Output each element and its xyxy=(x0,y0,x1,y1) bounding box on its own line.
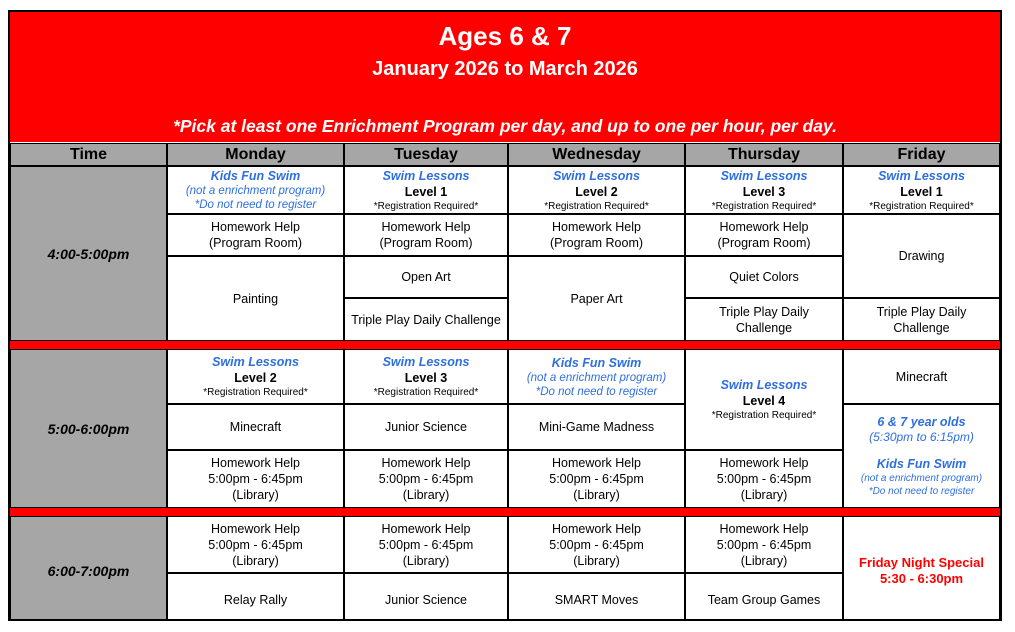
swim-level: Level 1 xyxy=(404,184,448,199)
homework-help-label: Homework Help xyxy=(211,521,300,536)
tue-4pm-homework-help xyxy=(344,214,508,256)
wed-5pm-kids-fun-swim xyxy=(508,349,685,404)
wed-4pm-paper-art: Paper Art xyxy=(508,256,685,341)
six-seven-title: 6 & 7 year olds xyxy=(877,415,966,429)
time-slot-5pm: 5:00-6:00pm xyxy=(10,349,167,508)
location-label: (Library) xyxy=(402,553,450,568)
kids-fun-swim-label: Kids Fun Swim xyxy=(876,457,967,471)
fri-6pm-friday-night-special xyxy=(843,516,1000,621)
kids-fun-swim-label: Kids Fun Swim xyxy=(210,169,301,183)
triple-play-line2: Challenge xyxy=(893,320,950,335)
location-label: (Library) xyxy=(232,553,279,568)
thu-5pm-homework-help xyxy=(685,450,843,508)
location-label: (Library) xyxy=(573,488,620,502)
swim-lessons-label: Swim Lessons xyxy=(553,168,640,183)
triple-play-line1: Triple Play Daily xyxy=(876,304,967,319)
wed-4pm-swim-lessons xyxy=(508,166,685,214)
location-label: (Program Room) xyxy=(208,236,303,250)
thu-4pm-swim-lessons xyxy=(685,166,843,214)
schedule-table xyxy=(8,10,1002,621)
swim-level: Level 1 xyxy=(900,184,943,199)
swim-lessons-label: Swim Lessons xyxy=(720,168,808,183)
hw-time-label: 5:00pm - 6:45pm xyxy=(378,537,474,552)
homework-help-label: Homework Help xyxy=(381,220,471,234)
thu-6pm-team-group-games: Team Group Games xyxy=(685,573,843,621)
homework-help-label: Homework Help xyxy=(552,456,641,470)
mon-6pm-relay-rally: Relay Rally xyxy=(167,573,344,621)
registration-note: *Registration Required* xyxy=(711,410,817,421)
thu-4pm-homework-help xyxy=(685,214,843,256)
not-enrichment-note: (not a enrichment program) xyxy=(526,371,667,384)
fri-4pm-triple-play xyxy=(843,298,1000,341)
location-label: (Program Room) xyxy=(717,236,811,250)
swim-lessons-label: Swim Lessons xyxy=(720,378,808,392)
mon-5pm-swim-lessons xyxy=(167,349,344,404)
not-enrichment-note: (not a enrichment program) xyxy=(860,473,983,484)
no-register-note: *Do not need to register xyxy=(194,199,317,211)
homework-help-label: Homework Help xyxy=(211,220,300,234)
homework-help-label: Homework Help xyxy=(381,456,471,470)
location-label: (Library) xyxy=(402,488,450,502)
swim-level: Level 3 xyxy=(742,184,786,199)
separator-band xyxy=(10,341,1000,349)
tue-4pm-swim-lessons xyxy=(344,166,508,214)
column-header-monday: Monday xyxy=(167,143,344,166)
location-label: (Library) xyxy=(740,553,788,568)
kids-fun-swim-label: Kids Fun Swim xyxy=(551,355,642,370)
mon-6pm-homework-help xyxy=(167,516,344,573)
location-label: (Library) xyxy=(740,488,788,502)
schedule-header xyxy=(10,12,1000,142)
fri-4pm-swim-lessons xyxy=(843,166,1000,214)
homework-help-label: Homework Help xyxy=(552,521,641,536)
column-header-thursday: Thursday xyxy=(685,143,843,166)
registration-note: *Registration Required* xyxy=(373,200,479,212)
thu-5pm-swim-lessons xyxy=(685,349,843,450)
registration-note: *Registration Required* xyxy=(869,200,974,212)
homework-help-label: Homework Help xyxy=(381,521,471,536)
fri-5pm-minecraft: Minecraft xyxy=(843,349,1000,404)
page-title: Ages 6 & 7 xyxy=(438,21,572,51)
friday-special-time: 5:30 - 6:30pm xyxy=(879,571,964,586)
mon-4pm-homework-help xyxy=(167,214,344,256)
registration-note: *Registration Required* xyxy=(711,200,817,212)
tue-5pm-homework-help xyxy=(344,450,508,508)
thu-4pm-triple-play xyxy=(685,298,843,341)
mon-4pm-kids-fun-swim xyxy=(167,166,344,214)
hw-time-label: 5:00pm - 6:45pm xyxy=(549,472,644,486)
hw-time-label: 5:00pm - 6:45pm xyxy=(716,472,812,486)
enrichment-note: *Pick at least one Enrichment Program per day, and up to one per hour, per day. xyxy=(173,116,837,136)
registration-note: *Registration Required* xyxy=(544,200,649,212)
swim-lessons-label: Swim Lessons xyxy=(878,168,965,183)
swim-level: Level 4 xyxy=(742,394,786,408)
location-label: (Library) xyxy=(573,553,620,568)
friday-special-label: Friday Night Special xyxy=(859,555,984,570)
tue-5pm-swim-lessons xyxy=(344,349,508,404)
registration-note: *Registration Required* xyxy=(373,387,479,398)
not-enrichment-note: (not a enrichment program) xyxy=(185,185,326,197)
wed-6pm-homework-help xyxy=(508,516,685,573)
location-label: (Library) xyxy=(232,488,279,502)
thu-4pm-quiet-colors: Quiet Colors xyxy=(685,256,843,298)
tue-4pm-triple-play: Triple Play Daily Challenge xyxy=(344,298,508,341)
location-label: (Program Room) xyxy=(549,236,644,250)
homework-help-label: Homework Help xyxy=(211,456,300,470)
homework-help-label: Homework Help xyxy=(719,521,809,536)
tue-5pm-junior-science: Junior Science xyxy=(344,404,508,450)
hw-time-label: 5:00pm - 6:45pm xyxy=(549,537,644,552)
separator-band xyxy=(10,508,1000,516)
wed-5pm-homework-help xyxy=(508,450,685,508)
hw-time-label: 5:00pm - 6:45pm xyxy=(378,472,474,486)
location-label: (Program Room) xyxy=(379,236,473,250)
triple-play-line1: Triple Play Daily xyxy=(719,304,809,319)
hw-time-label: 5:00pm - 6:45pm xyxy=(716,537,812,552)
swim-level: Level 3 xyxy=(404,371,448,385)
tue-4pm-open-art: Open Art xyxy=(344,256,508,298)
swim-level: Level 2 xyxy=(575,184,618,199)
tue-6pm-junior-science: Junior Science xyxy=(344,573,508,621)
swim-lessons-label: Swim Lessons xyxy=(382,355,470,369)
six-seven-time: (5:30pm to 6:15pm) xyxy=(869,430,974,444)
swim-lessons-label: Swim Lessons xyxy=(382,168,470,183)
swim-lessons-label: Swim Lessons xyxy=(212,355,299,369)
time-slot-6pm: 6:00-7:00pm xyxy=(10,516,167,621)
column-header-tuesday: Tuesday xyxy=(344,143,508,166)
column-header-time: Time xyxy=(10,143,167,166)
triple-play-line2: Challenge xyxy=(735,320,793,335)
time-slot-4pm: 4:00-5:00pm xyxy=(10,166,167,341)
hw-time-label: 5:00pm - 6:45pm xyxy=(208,537,303,552)
swim-level: Level 2 xyxy=(234,371,277,385)
no-register-note: *Do not need to register xyxy=(535,385,658,398)
tue-6pm-homework-help xyxy=(344,516,508,573)
no-register-note: *Do not need to register xyxy=(868,486,975,497)
mon-4pm-painting: Painting xyxy=(167,256,344,341)
wed-4pm-homework-help xyxy=(508,214,685,256)
registration-note: *Registration Required* xyxy=(203,387,308,398)
thu-6pm-homework-help xyxy=(685,516,843,573)
mon-5pm-homework-help xyxy=(167,450,344,508)
homework-help-label: Homework Help xyxy=(552,220,641,234)
wed-5pm-mini-game-madness: Mini-Game Madness xyxy=(508,404,685,450)
homework-help-label: Homework Help xyxy=(719,456,809,470)
mon-5pm-minecraft: Minecraft xyxy=(167,404,344,450)
homework-help-label: Homework Help xyxy=(719,220,809,234)
fri-4pm-drawing: Drawing xyxy=(843,214,1000,298)
wed-6pm-smart-moves: SMART Moves xyxy=(508,573,685,621)
column-header-friday: Friday xyxy=(843,143,1000,166)
column-header-wednesday: Wednesday xyxy=(508,143,685,166)
hw-time-label: 5:00pm - 6:45pm xyxy=(208,472,303,486)
date-range: January 2026 to March 2026 xyxy=(372,58,638,80)
fri-5pm-six-seven-swim xyxy=(843,404,1000,508)
